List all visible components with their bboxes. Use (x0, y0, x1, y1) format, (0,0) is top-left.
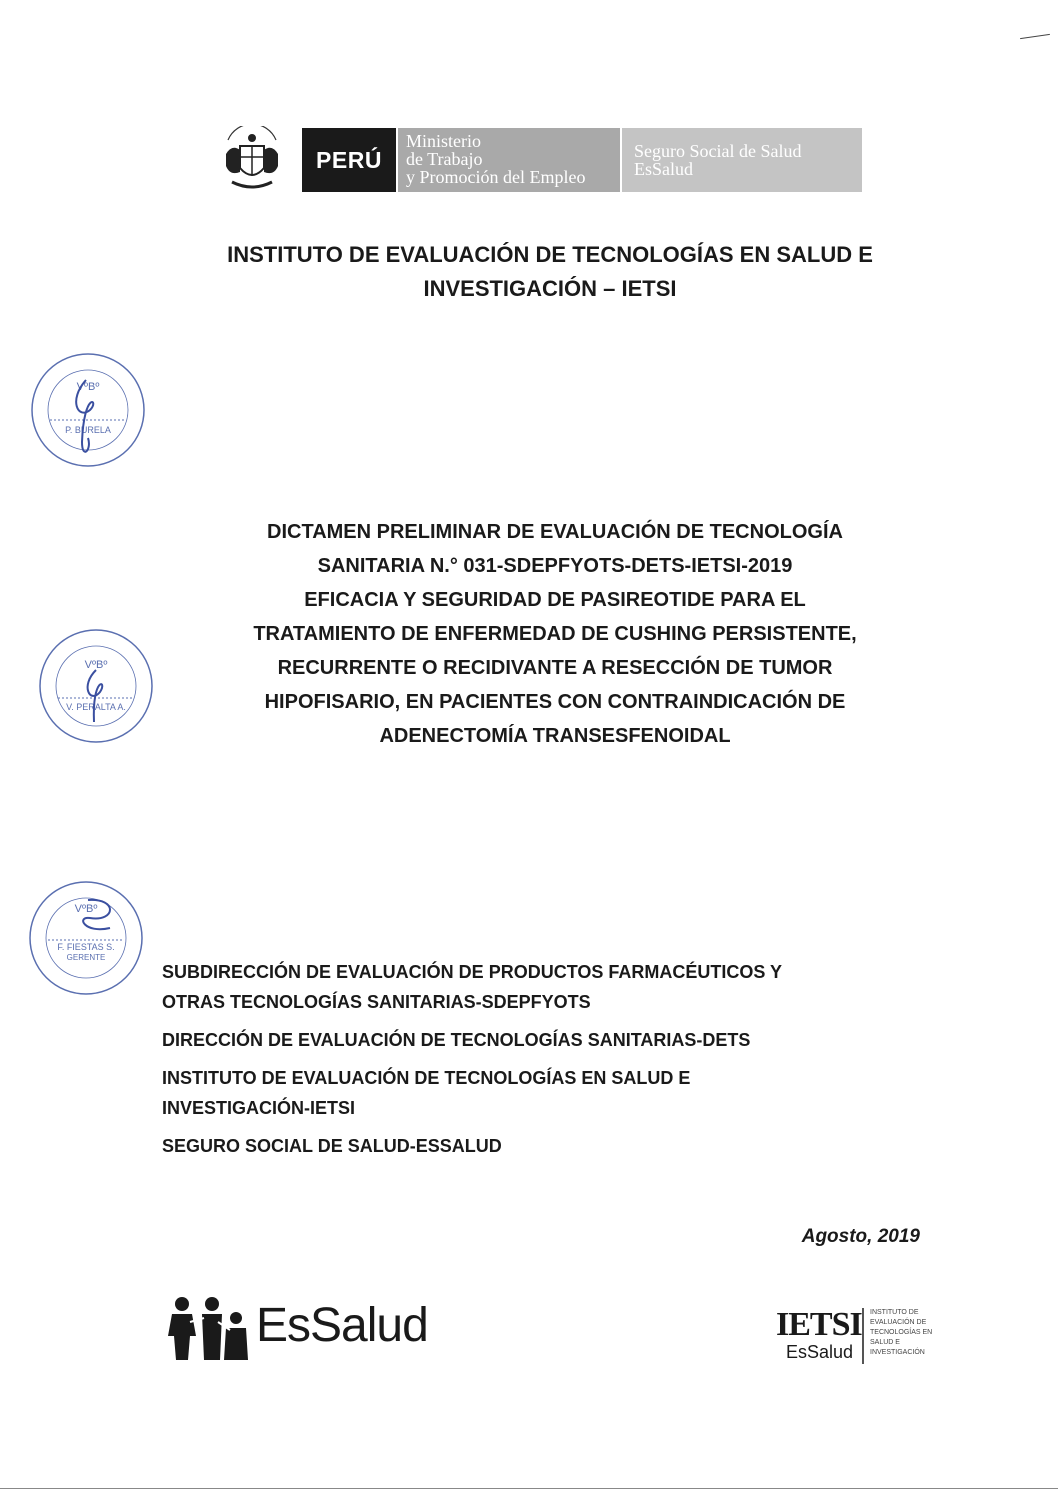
approval-stamp (36, 626, 156, 746)
ietsi-logo-sub: EsSalud (786, 1342, 854, 1362)
coat-of-arms-icon (218, 126, 286, 194)
subdirection-item (162, 957, 982, 1017)
subdirection-item (162, 1063, 982, 1123)
scan-mark-bottom (0, 1488, 1058, 1489)
ministry-line: de Trabajo (406, 149, 483, 169)
government-header (218, 126, 862, 194)
stamp-vb: VºBº (74, 903, 98, 915)
institute-title (100, 238, 1000, 306)
subdirection-line: SEGURO SOCIAL DE SALUD-ESSALUD (162, 1136, 502, 1156)
subdirection-line: SUBDIRECCIÓN DE EVALUACIÓN DE PRODUCTOS FARMACÉUTICOS Y (162, 962, 783, 982)
subdirection-line: INSTITUTO DE EVALUACIÓN DE TECNOLOGÍAS EN SALUD E (162, 1068, 691, 1088)
ministry-line: Ministerio (406, 131, 481, 151)
ietsi-desc-line: EVALUACIÓN DE (870, 1319, 927, 1326)
scan-mark-top (1020, 34, 1050, 39)
ietsi-logo (776, 1306, 936, 1366)
ministry-label (398, 128, 620, 192)
signature-icon (88, 670, 103, 722)
institute-title-line: INVESTIGACIÓN – IETSI (423, 276, 677, 301)
ministry-line: y Promoción del Empleo (406, 167, 586, 187)
institute-title-line: INSTITUTO DE EVALUACIÓN DE TECNOLOGÍAS EN SALUD E (227, 242, 873, 267)
subdirection-line: OTRAS TECNOLOGÍAS SANITARIAS-SDEPFYOTS (162, 992, 591, 1012)
dictamen-title (150, 515, 960, 753)
dictamen-title-line: SANITARIA N.° 031-SDEPFYOTS-DETS-IETSI-2019 (317, 555, 793, 577)
dictamen-title-line: DICTAMEN PRELIMINAR DE EVALUACIÓN DE TECNOLOGÍA (267, 521, 843, 543)
dictamen-title-line: ADENECTOMÍA TRANSESFENOIDAL (379, 725, 731, 747)
ietsi-logo-divider (862, 1308, 864, 1364)
ietsi-desc-line: INSTITUTO DE (870, 1309, 919, 1316)
stamp-vb: VºBº (76, 381, 100, 393)
subdirection-item (162, 1131, 982, 1161)
stamp-name: F. FIESTAS S. (57, 942, 115, 952)
ietsi-logo-description (870, 1308, 940, 1358)
stamp-name: P. BURELA (65, 425, 111, 435)
ietsi-desc-line: INVESTIGACIÓN (870, 1349, 925, 1356)
approval-stamp (28, 350, 148, 470)
ietsi-logo-word: IETSI (776, 1306, 862, 1343)
subdirection-line: DIRECCIÓN DE EVALUACIÓN DE TECNOLOGÍAS SANITARIAS-DETS (162, 1030, 751, 1050)
agency-line: Seguro Social de Salud (634, 141, 802, 161)
essalud-logo-text: EsSalud (256, 1299, 428, 1352)
ietsi-desc-line: TECNOLOGÍAS EN (870, 1329, 933, 1336)
dictamen-title-line: TRATAMIENTO DE ENFERMEDAD DE CUSHING PERSISTENTE, (253, 623, 857, 645)
essalud-logo (168, 1294, 448, 1366)
stamp-vb: VºBº (84, 659, 108, 671)
peru-label: PERÚ (302, 128, 396, 192)
dictamen-title-line: HIPOFISARIO, EN PACIENTES CON CONTRAINDICACIÓN DE (264, 691, 846, 713)
dictamen-title-line: EFICACIA Y SEGURIDAD DE PASIREOTIDE PARA EL (304, 589, 806, 611)
approval-stamp (26, 878, 146, 998)
agency-label (622, 128, 862, 192)
subdirection-item (162, 1025, 982, 1055)
stamp-role: GERENTE (66, 953, 106, 962)
ietsi-desc-line: SALUD E (870, 1339, 900, 1346)
agency-line: EsSalud (634, 159, 694, 179)
document-date: Agosto, 2019 (801, 1226, 920, 1247)
subdirection-line: INVESTIGACIÓN-IETSI (162, 1098, 356, 1118)
dictamen-title-line: RECURRENTE O RECIDIVANTE A RESECCIÓN DE TUMOR (277, 657, 833, 679)
subdirections-list (162, 957, 982, 1169)
family-icon (168, 1294, 254, 1364)
stamp-name: V. PERALTA A. (66, 702, 126, 712)
